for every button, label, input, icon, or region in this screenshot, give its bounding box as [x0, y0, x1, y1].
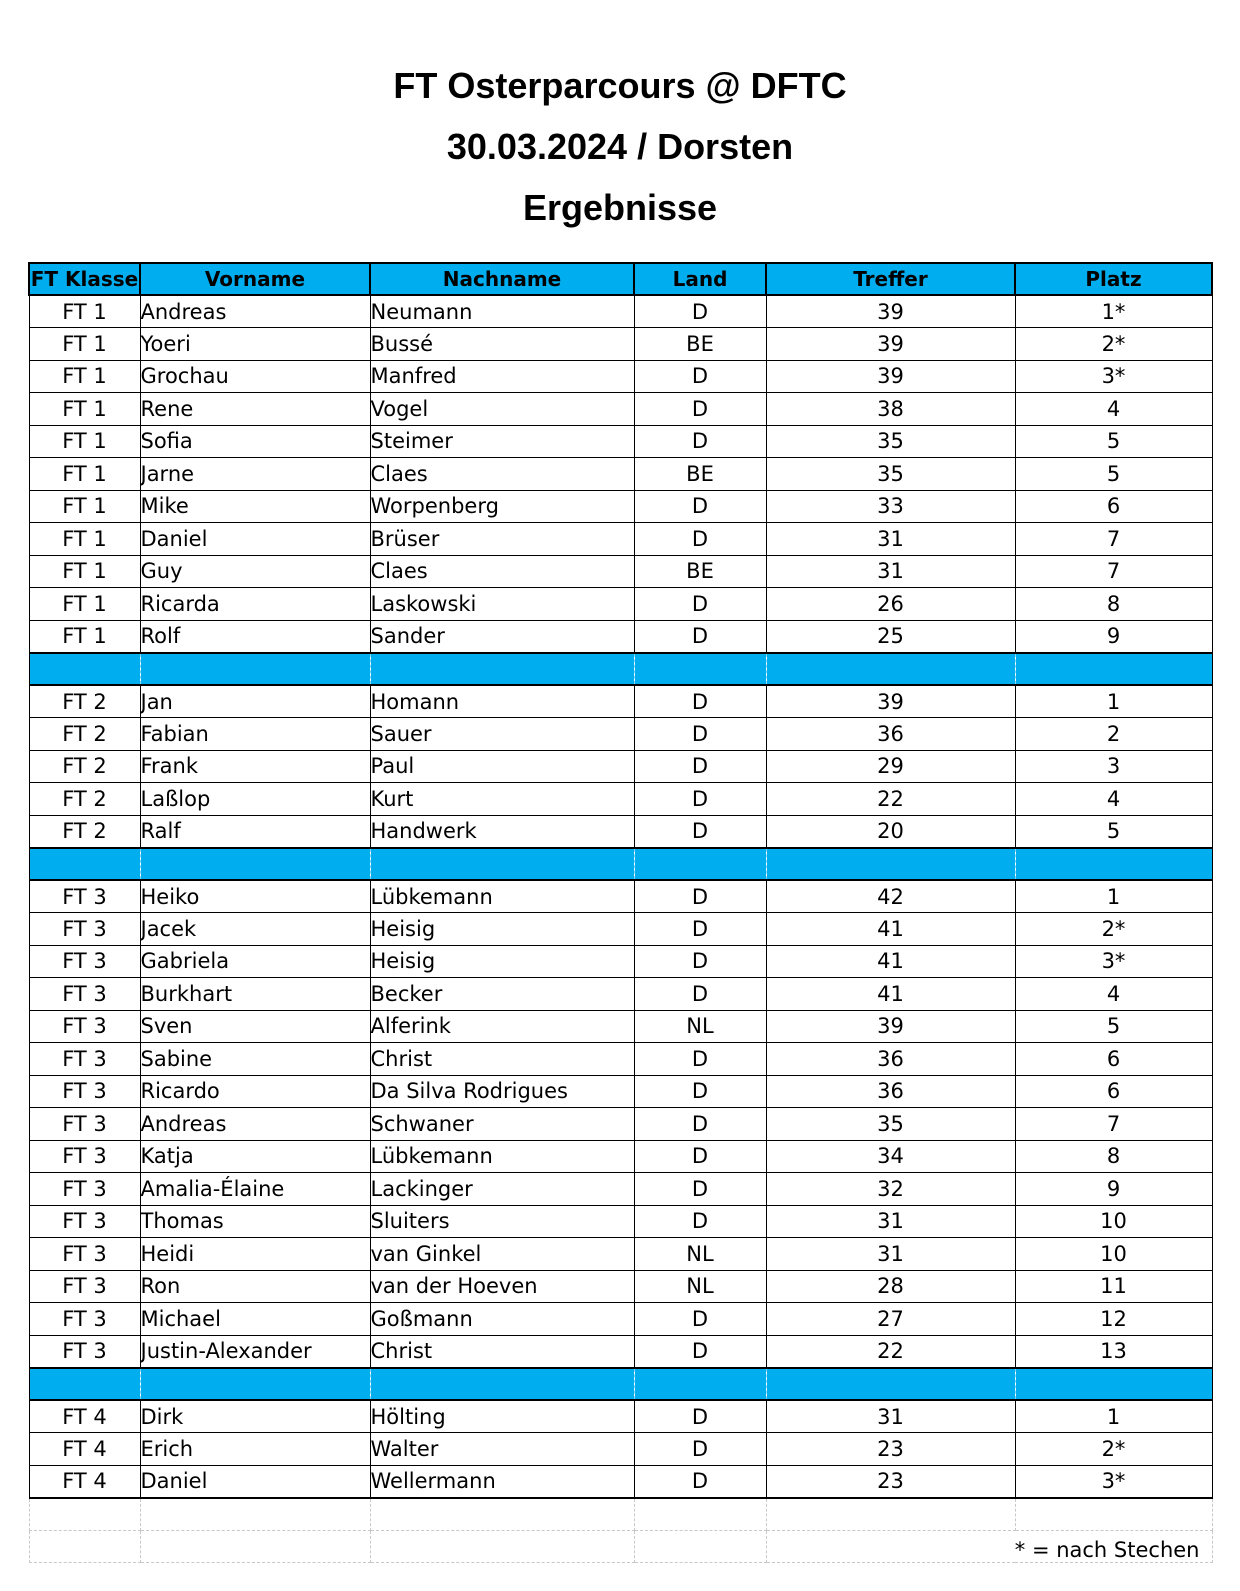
cell-nachname: Heisig — [370, 945, 634, 978]
table-row — [29, 913, 1212, 946]
cell-nachname: Da Silva Rodrigues — [370, 1075, 634, 1108]
cell-nachname: Lackinger — [370, 1173, 634, 1206]
cell-land: D — [634, 490, 766, 523]
cell-vorname: Ron — [140, 1270, 370, 1303]
table-row — [29, 1400, 1212, 1433]
cell-platz: 12 — [1015, 1303, 1212, 1336]
cell-ft-klasse: FT 1 — [29, 360, 140, 393]
cell-vorname: Sabine — [140, 1043, 370, 1076]
table-row — [29, 555, 1212, 588]
cell-vorname: Daniel — [140, 1465, 370, 1498]
table-row — [29, 523, 1212, 556]
cell-vorname: Mike — [140, 490, 370, 523]
cell-treffer: 25 — [766, 620, 1015, 653]
cell-ft-klasse: FT 4 — [29, 1465, 140, 1498]
cell-land: D — [634, 1173, 766, 1206]
cell-land: D — [634, 1043, 766, 1076]
cell-treffer: 31 — [766, 555, 1015, 588]
cell-platz: 4 — [1015, 783, 1212, 816]
cell-vorname: Heidi — [140, 1238, 370, 1271]
cell-ft-klasse: FT 3 — [29, 945, 140, 978]
cell-treffer: 36 — [766, 718, 1015, 751]
cell-platz: 2* — [1015, 913, 1212, 946]
cell-nachname: Steimer — [370, 425, 634, 458]
cell-ft-klasse: FT 1 — [29, 295, 140, 328]
cell-nachname: Alferink — [370, 1010, 634, 1043]
cell-vorname: Fabian — [140, 718, 370, 751]
cell-nachname: Claes — [370, 555, 634, 588]
cell-vorname: Michael — [140, 1303, 370, 1336]
cell-treffer: 29 — [766, 750, 1015, 783]
cell-ft-klasse: FT 3 — [29, 1108, 140, 1141]
empty-cell — [370, 1530, 634, 1563]
table-row — [29, 620, 1212, 653]
cell-vorname: Guy — [140, 555, 370, 588]
cell-vorname: Heiko — [140, 880, 370, 913]
cell-ft-klasse: FT 3 — [29, 913, 140, 946]
column-header-treffer: Treffer — [766, 263, 1015, 295]
cell-ft-klasse: FT 3 — [29, 1043, 140, 1076]
cell-land: BE — [634, 458, 766, 491]
cell-land: D — [634, 1108, 766, 1141]
table-row — [29, 1043, 1212, 1076]
cell-platz: 1 — [1015, 1400, 1212, 1433]
cell-treffer: 32 — [766, 1173, 1015, 1206]
cell-treffer: 35 — [766, 425, 1015, 458]
cell-ft-klasse: FT 2 — [29, 815, 140, 848]
cell-land: D — [634, 945, 766, 978]
empty-cell — [140, 1498, 370, 1531]
cell-nachname: Sander — [370, 620, 634, 653]
cell-treffer: 28 — [766, 1270, 1015, 1303]
column-header-vorname: Vorname — [140, 263, 370, 295]
table-row — [29, 1108, 1212, 1141]
cell-nachname: Goßmann — [370, 1303, 634, 1336]
table-row — [29, 1010, 1212, 1043]
cell-land: D — [634, 685, 766, 718]
cell-ft-klasse: FT 3 — [29, 1010, 140, 1043]
cell-nachname: Laskowski — [370, 588, 634, 621]
table-row — [29, 1465, 1212, 1498]
cell-vorname: Grochau — [140, 360, 370, 393]
table-row — [29, 458, 1212, 491]
separator-cell — [140, 653, 370, 686]
cell-nachname: Handwerk — [370, 815, 634, 848]
table-row — [29, 1433, 1212, 1466]
cell-ft-klasse: FT 3 — [29, 1140, 140, 1173]
cell-ft-klasse: FT 3 — [29, 1270, 140, 1303]
cell-platz: 5 — [1015, 458, 1212, 491]
cell-ft-klasse: FT 3 — [29, 1303, 140, 1336]
cell-nachname: Sauer — [370, 718, 634, 751]
cell-land: D — [634, 523, 766, 556]
cell-platz: 11 — [1015, 1270, 1212, 1303]
table-row — [29, 945, 1212, 978]
cell-platz: 3* — [1015, 945, 1212, 978]
cell-land: D — [634, 393, 766, 426]
cell-nachname: Lübkemann — [370, 1140, 634, 1173]
cell-land: D — [634, 1303, 766, 1336]
separator-cell — [140, 848, 370, 881]
separator-cell — [1015, 1368, 1212, 1401]
cell-platz: 2 — [1015, 718, 1212, 751]
separator-cell — [370, 848, 634, 881]
separator-cell — [1015, 653, 1212, 686]
cell-ft-klasse: FT 2 — [29, 685, 140, 718]
cell-nachname: Vogel — [370, 393, 634, 426]
separator-cell — [29, 653, 140, 686]
cell-platz: 8 — [1015, 588, 1212, 621]
cell-vorname: Sofia — [140, 425, 370, 458]
cell-land: NL — [634, 1010, 766, 1043]
cell-ft-klasse: FT 1 — [29, 393, 140, 426]
cell-land: D — [634, 1205, 766, 1238]
header-row — [29, 263, 1212, 295]
cell-nachname: Sluiters — [370, 1205, 634, 1238]
cell-platz: 3* — [1015, 1465, 1212, 1498]
cell-nachname: Christ — [370, 1043, 634, 1076]
cell-nachname: Claes — [370, 458, 634, 491]
cell-platz: 7 — [1015, 523, 1212, 556]
cell-ft-klasse: FT 2 — [29, 718, 140, 751]
cell-land: BE — [634, 328, 766, 361]
cell-treffer: 23 — [766, 1433, 1015, 1466]
cell-nachname: Becker — [370, 978, 634, 1011]
separator-cell — [766, 653, 1015, 686]
table-row — [29, 1205, 1212, 1238]
cell-platz: 10 — [1015, 1238, 1212, 1271]
cell-ft-klasse: FT 1 — [29, 555, 140, 588]
cell-ft-klasse: FT 3 — [29, 978, 140, 1011]
cell-vorname: Andreas — [140, 295, 370, 328]
cell-platz: 10 — [1015, 1205, 1212, 1238]
table-row — [29, 1173, 1212, 1206]
cell-treffer: 31 — [766, 1205, 1015, 1238]
cell-treffer: 39 — [766, 328, 1015, 361]
group-separator-row — [29, 653, 1212, 686]
cell-land: NL — [634, 1238, 766, 1271]
cell-platz: 6 — [1015, 1075, 1212, 1108]
cell-land: D — [634, 1075, 766, 1108]
cell-ft-klasse: FT 1 — [29, 523, 140, 556]
cell-vorname: Dirk — [140, 1400, 370, 1433]
cell-land: D — [634, 815, 766, 848]
table-row — [29, 815, 1212, 848]
separator-cell — [140, 1368, 370, 1401]
table-row — [29, 880, 1212, 913]
empty-row — [29, 1530, 1212, 1563]
empty-row — [29, 1498, 1212, 1531]
cell-platz: 5 — [1015, 1010, 1212, 1043]
separator-cell — [634, 1368, 766, 1401]
cell-treffer: 41 — [766, 978, 1015, 1011]
cell-nachname: Worpenberg — [370, 490, 634, 523]
separator-cell — [1015, 848, 1212, 881]
table-row — [29, 750, 1212, 783]
table-row — [29, 1270, 1212, 1303]
empty-cell — [634, 1530, 766, 1563]
cell-nachname: Schwaner — [370, 1108, 634, 1141]
cell-land: D — [634, 620, 766, 653]
table-row — [29, 295, 1212, 328]
table-row — [29, 393, 1212, 426]
cell-vorname: Andreas — [140, 1108, 370, 1141]
cell-nachname: Wellermann — [370, 1465, 634, 1498]
column-header-platz: Platz — [1015, 263, 1212, 295]
cell-treffer: 31 — [766, 1400, 1015, 1433]
separator-cell — [634, 848, 766, 881]
cell-treffer: 34 — [766, 1140, 1015, 1173]
cell-nachname: Neumann — [370, 295, 634, 328]
cell-land: D — [634, 718, 766, 751]
cell-treffer: 33 — [766, 490, 1015, 523]
cell-ft-klasse: FT 1 — [29, 425, 140, 458]
cell-vorname: Laßlop — [140, 783, 370, 816]
table-row — [29, 1075, 1212, 1108]
cell-ft-klasse: FT 1 — [29, 458, 140, 491]
cell-vorname: Yoeri — [140, 328, 370, 361]
cell-platz: 13 — [1015, 1335, 1212, 1368]
cell-vorname: Thomas — [140, 1205, 370, 1238]
column-header-ft-klasse: FT Klasse — [29, 263, 140, 295]
empty-cell — [1015, 1498, 1212, 1531]
separator-cell — [766, 1368, 1015, 1401]
cell-land: D — [634, 425, 766, 458]
empty-cell — [29, 1498, 140, 1531]
cell-nachname: van Ginkel — [370, 1238, 634, 1271]
cell-platz: 2* — [1015, 328, 1212, 361]
table-row — [29, 1335, 1212, 1368]
empty-cell — [766, 1498, 1015, 1531]
cell-platz: 6 — [1015, 490, 1212, 523]
empty-cell — [140, 1530, 370, 1563]
cell-vorname: Ralf — [140, 815, 370, 848]
cell-land: D — [634, 295, 766, 328]
empty-cell — [634, 1498, 766, 1531]
cell-land: D — [634, 913, 766, 946]
cell-ft-klasse: FT 4 — [29, 1400, 140, 1433]
separator-cell — [370, 653, 634, 686]
separator-cell — [370, 1368, 634, 1401]
cell-treffer: 36 — [766, 1043, 1015, 1076]
table-row — [29, 1140, 1212, 1173]
cell-nachname: Homann — [370, 685, 634, 718]
cell-vorname: Amalia-Élaine — [140, 1173, 370, 1206]
cell-vorname: Katja — [140, 1140, 370, 1173]
cell-land: D — [634, 360, 766, 393]
cell-platz: 4 — [1015, 978, 1212, 1011]
cell-platz: 6 — [1015, 1043, 1212, 1076]
cell-vorname: Rene — [140, 393, 370, 426]
cell-platz: 1 — [1015, 880, 1212, 913]
cell-vorname: Rolf — [140, 620, 370, 653]
cell-treffer: 41 — [766, 913, 1015, 946]
table-row — [29, 978, 1212, 1011]
cell-treffer: 41 — [766, 945, 1015, 978]
cell-land: D — [634, 588, 766, 621]
cell-treffer: 39 — [766, 685, 1015, 718]
cell-ft-klasse: FT 3 — [29, 1238, 140, 1271]
separator-cell — [29, 848, 140, 881]
cell-nachname: van der Hoeven — [370, 1270, 634, 1303]
cell-ft-klasse: FT 1 — [29, 620, 140, 653]
table-row — [29, 360, 1212, 393]
table-row — [29, 718, 1212, 751]
cell-treffer: 22 — [766, 783, 1015, 816]
empty-cell — [29, 1530, 140, 1563]
cell-land: D — [634, 978, 766, 1011]
cell-vorname: Erich — [140, 1433, 370, 1466]
cell-platz: 7 — [1015, 1108, 1212, 1141]
cell-land: D — [634, 750, 766, 783]
cell-platz: 3* — [1015, 360, 1212, 393]
footnote: * = nach Stechen — [766, 1530, 1212, 1563]
cell-treffer: 39 — [766, 295, 1015, 328]
cell-treffer: 22 — [766, 1335, 1015, 1368]
cell-nachname: Paul — [370, 750, 634, 783]
cell-ft-klasse: FT 2 — [29, 783, 140, 816]
table-row — [29, 1303, 1212, 1336]
cell-platz: 8 — [1015, 1140, 1212, 1173]
cell-land: D — [634, 1335, 766, 1368]
results-body — [29, 295, 1212, 1563]
column-header-land: Land — [634, 263, 766, 295]
cell-land: D — [634, 1433, 766, 1466]
cell-treffer: 35 — [766, 458, 1015, 491]
results-table — [28, 262, 1213, 1563]
cell-ft-klasse: FT 1 — [29, 328, 140, 361]
cell-ft-klasse: FT 1 — [29, 588, 140, 621]
cell-vorname: Daniel — [140, 523, 370, 556]
cell-treffer: 38 — [766, 393, 1015, 426]
title-block — [0, 55, 1240, 238]
cell-vorname: Ricardo — [140, 1075, 370, 1108]
cell-vorname: Jan — [140, 685, 370, 718]
separator-cell — [766, 848, 1015, 881]
table-row — [29, 1238, 1212, 1271]
separator-cell — [29, 1368, 140, 1401]
cell-treffer: 36 — [766, 1075, 1015, 1108]
cell-nachname: Kurt — [370, 783, 634, 816]
cell-treffer: 42 — [766, 880, 1015, 913]
table-row — [29, 783, 1212, 816]
empty-cell — [370, 1498, 634, 1531]
cell-treffer: 39 — [766, 360, 1015, 393]
cell-ft-klasse: FT 1 — [29, 490, 140, 523]
cell-nachname: Lübkemann — [370, 880, 634, 913]
cell-land: D — [634, 1140, 766, 1173]
cell-vorname: Jarne — [140, 458, 370, 491]
cell-nachname: Bussé — [370, 328, 634, 361]
cell-land: NL — [634, 1270, 766, 1303]
cell-ft-klasse: FT 3 — [29, 1075, 140, 1108]
cell-vorname: Jacek — [140, 913, 370, 946]
cell-nachname: Heisig — [370, 913, 634, 946]
cell-land: D — [634, 880, 766, 913]
cell-vorname: Ricarda — [140, 588, 370, 621]
cell-platz: 5 — [1015, 425, 1212, 458]
cell-treffer: 27 — [766, 1303, 1015, 1336]
cell-platz: 1* — [1015, 295, 1212, 328]
cell-nachname: Walter — [370, 1433, 634, 1466]
cell-treffer: 35 — [766, 1108, 1015, 1141]
group-separator-row — [29, 1368, 1212, 1401]
cell-ft-klasse: FT 2 — [29, 750, 140, 783]
group-separator-row — [29, 848, 1212, 881]
cell-vorname: Gabriela — [140, 945, 370, 978]
cell-ft-klasse: FT 4 — [29, 1433, 140, 1466]
cell-vorname: Frank — [140, 750, 370, 783]
cell-platz: 9 — [1015, 620, 1212, 653]
cell-platz: 3 — [1015, 750, 1212, 783]
cell-treffer: 39 — [766, 1010, 1015, 1043]
cell-treffer: 31 — [766, 1238, 1015, 1271]
cell-vorname: Burkhart — [140, 978, 370, 1011]
cell-vorname: Sven — [140, 1010, 370, 1043]
cell-land: D — [634, 1465, 766, 1498]
cell-land: BE — [634, 555, 766, 588]
event-date-location: 30.03.2024 / Dorsten — [446, 126, 794, 167]
results-heading: Ergebnisse — [522, 187, 718, 228]
cell-vorname: Justin-Alexander — [140, 1335, 370, 1368]
cell-land: D — [634, 1400, 766, 1433]
cell-ft-klasse: FT 3 — [29, 1335, 140, 1368]
table-row — [29, 588, 1212, 621]
cell-platz: 4 — [1015, 393, 1212, 426]
cell-nachname: Christ — [370, 1335, 634, 1368]
cell-nachname: Brüser — [370, 523, 634, 556]
table-row — [29, 490, 1212, 523]
cell-treffer: 31 — [766, 523, 1015, 556]
cell-platz: 9 — [1015, 1173, 1212, 1206]
cell-ft-klasse: FT 3 — [29, 880, 140, 913]
table-row — [29, 328, 1212, 361]
page-title: FT Osterparcours @ DFTC — [393, 65, 847, 106]
cell-platz: 2* — [1015, 1433, 1212, 1466]
cell-treffer: 20 — [766, 815, 1015, 848]
table-row — [29, 425, 1212, 458]
column-header-nachname: Nachname — [370, 263, 634, 295]
cell-platz: 1 — [1015, 685, 1212, 718]
cell-treffer: 26 — [766, 588, 1015, 621]
separator-cell — [634, 653, 766, 686]
table-row — [29, 685, 1212, 718]
cell-nachname: Hölting — [370, 1400, 634, 1433]
cell-land: D — [634, 783, 766, 816]
cell-platz: 5 — [1015, 815, 1212, 848]
cell-ft-klasse: FT 3 — [29, 1205, 140, 1238]
cell-platz: 7 — [1015, 555, 1212, 588]
cell-ft-klasse: FT 3 — [29, 1173, 140, 1206]
cell-nachname: Manfred — [370, 360, 634, 393]
cell-treffer: 23 — [766, 1465, 1015, 1498]
